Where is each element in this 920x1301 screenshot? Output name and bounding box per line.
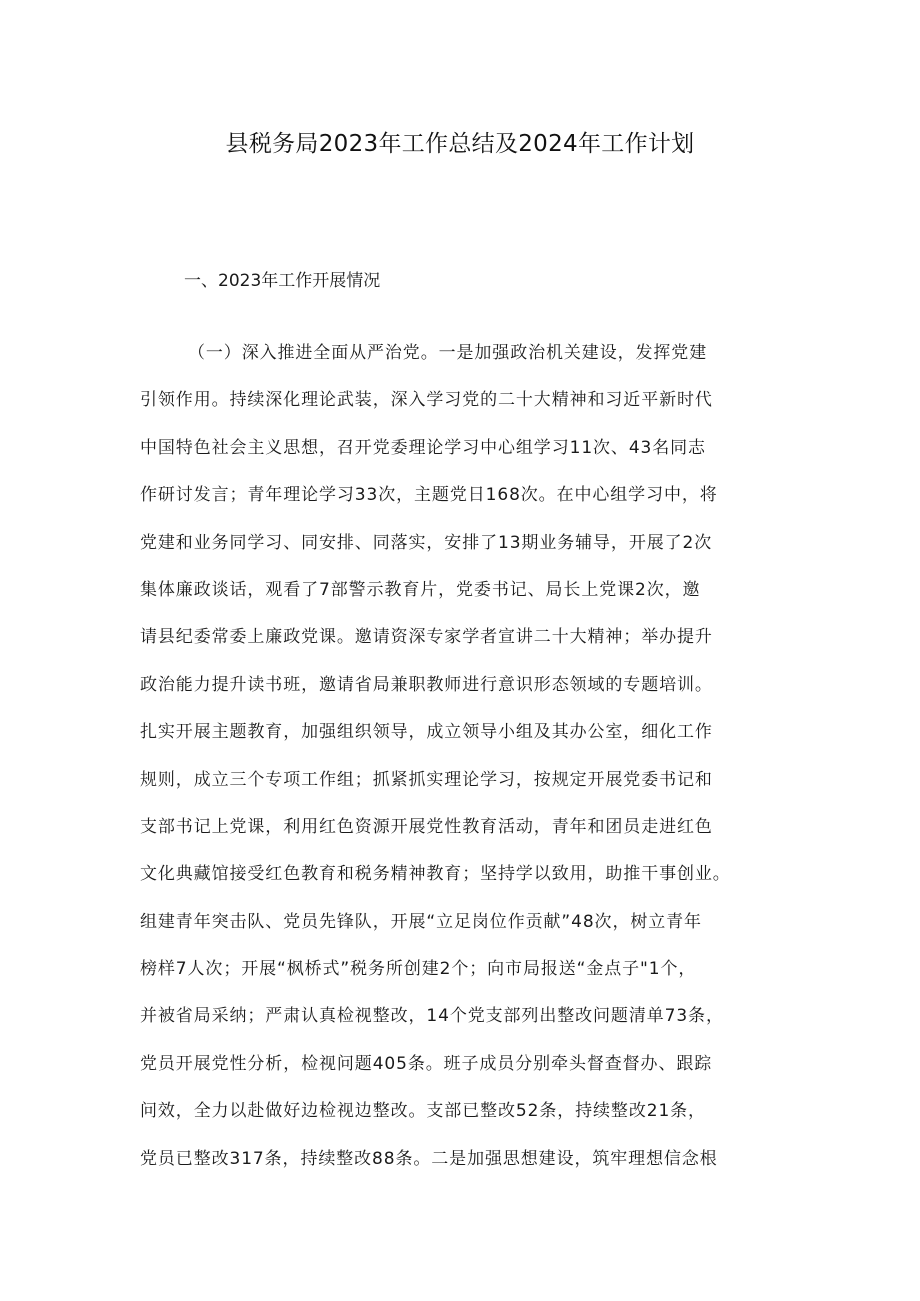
body-line: 党员已整改317条，持续整改88条。二是加强思想建设，筑牢理想信念根 bbox=[140, 1148, 718, 1169]
body-line: 党员开展党性分析，检视问题405条。班子成员分别牵头督查督办、跟踪 bbox=[140, 1053, 713, 1074]
body-line: 中国特色社会主义思想，召开党委理论学习中心组学习11次、43名同志 bbox=[140, 437, 706, 458]
document-title: 县税务局2023年工作总结及2024年工作计划 bbox=[225, 131, 695, 157]
body-line: 规则，成立三个专项工作组；抓紧抓实理论学习，按规定开展党委书记和 bbox=[140, 769, 713, 790]
body-line: 作研讨发言；青年理论学习33次，主题党日168次。在中心组学习中，将 bbox=[140, 485, 718, 506]
body-line: 支部书记上党课，利用红色资源开展党性教育活动，青年和团员走进红色 bbox=[140, 816, 713, 837]
body-paragraph bbox=[140, 333, 800, 1186]
body-line: 并被省局采纳；严肃认真检视整改，14个党支部列出整改问题清单73条， bbox=[140, 1006, 724, 1027]
body-line: 榜样7人次；开展“枫桥式”税务所创建2个；向市局报送“金点子"1个， bbox=[140, 959, 697, 980]
body-line: 组建青年突击队、党员先锋队，开展“立足岗位作贡献”48次，树立青年 bbox=[140, 911, 702, 932]
body-line: 集体廉政谈话，观看了7部警示教育片，党委书记、局长上党课2次，邀 bbox=[140, 579, 701, 600]
body-line: 文化典藏馆接受红色教育和税务精神教育；坚持学以致用，助推干事创业。 bbox=[140, 864, 731, 885]
body-line: （一）深入推进全面从严治党。一是加强政治机关建设，发挥党建 bbox=[188, 343, 708, 363]
body-line: 问效，全力以赴做好边检视边整改。支部已整改52条，持续整改21条， bbox=[140, 1101, 706, 1122]
body-line: 扎实开展主题教育，加强组织领导，成立领导小组及其办公室，细化工作 bbox=[140, 722, 713, 743]
body-line: 引领作用。持续深化理论武装，深入学习党的二十大精神和习近平新时代 bbox=[140, 390, 713, 411]
body-line: 请县纪委常委上廉政党课。邀请资深专家学者宣讲二十大精神；举办提升 bbox=[140, 627, 713, 648]
body-line: 党建和业务同学习、同安排、同落实，安排了13期业务辅导，开展了2次 bbox=[140, 532, 713, 553]
section-heading: 一、2023年工作开展情况 bbox=[184, 271, 381, 291]
body-line: 政治能力提升读书班，邀请省局兼职教师进行意识形态领域的专题培训。 bbox=[140, 674, 713, 695]
